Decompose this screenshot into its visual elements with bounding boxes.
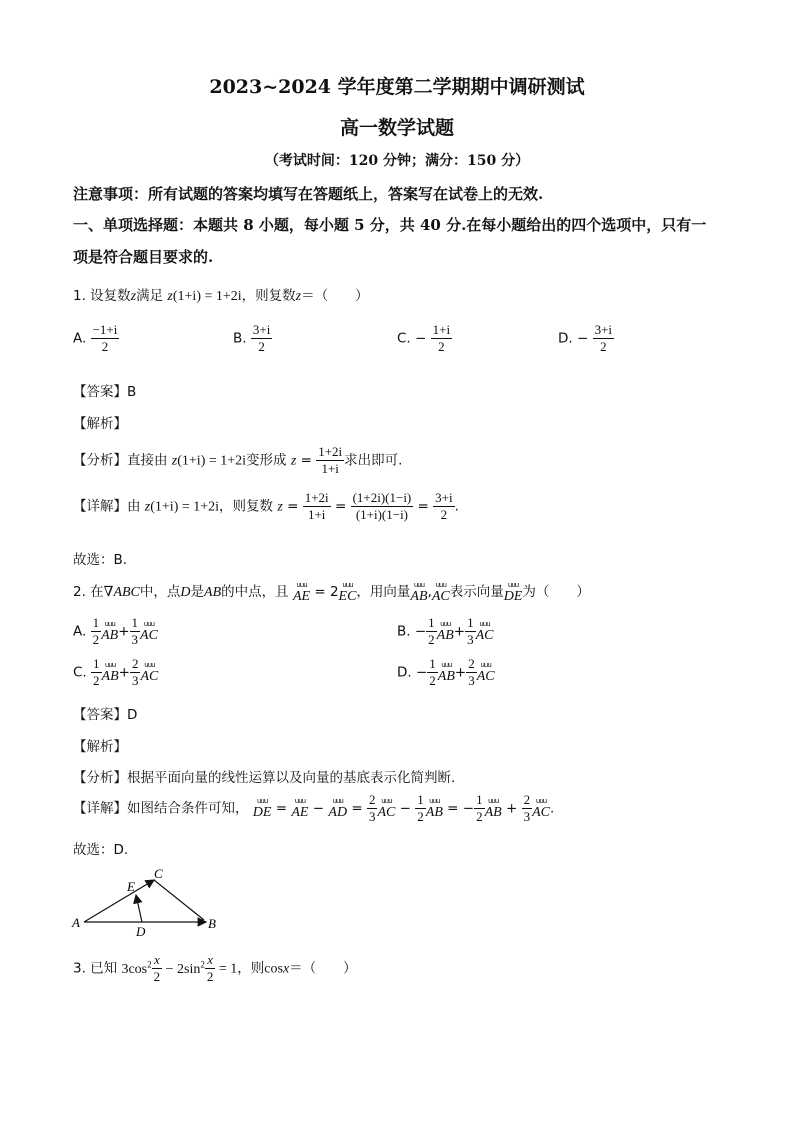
q1-option-b: [233, 322, 272, 355]
question-2-stem: 2. 在∇ABC中，点D是AB的中点，且 uuu AE = 2 uuu EC ，用向量 uuu AB , uuu AC 表示向量 uuu DE 为（ ）: [73, 580, 590, 604]
q1-option-d: [558, 322, 614, 355]
option-sign: −: [415, 330, 427, 347]
question-1-stem: 1. 设复数z满足 z(1+i) = 1+2i，则复数z＝（ ）: [73, 288, 369, 304]
q2-conclusion: 故选：D.: [73, 842, 129, 858]
q1-conclusion: 故选：B.: [73, 552, 128, 568]
exam-subtitle: 高一数学试题: [339, 117, 454, 139]
q1-option-c: [397, 322, 452, 355]
q1-analysis-tag: 【解析】: [73, 416, 127, 432]
section-heading-line1: 一、单项选择题：本题共 8 小题，每小题 5 分，共 40 分.在每小题给出的四个选项中，只有一: [73, 216, 707, 234]
q2-detail: 【详解】如图结合条件可知， uuu DE = uuu AE − uuu AD = $\frac{2}{3}$ uuu AC − $\frac{1}{2}$ uuu AB = − $\frac{1}{2}$ uuu AB + $\frac{2}{3}$ uuu AC .: [73, 792, 555, 824]
q2-option-a: A. $\frac{1}{2}$ uuu AB + $\frac{1}{3}$ uuu AC: [73, 615, 158, 647]
option-label: D.: [558, 330, 573, 347]
exam-info: （考试时间：120 分钟；满分：150 分）: [264, 153, 530, 169]
option-fraction: $\frac{-1+i}{2}$: [92, 322, 118, 354]
point-label-c: C: [154, 866, 163, 881]
option-label: C.: [397, 330, 411, 347]
triangle-figure: [70, 866, 220, 938]
segment-cb-line: [154, 880, 204, 920]
option-fraction: $\frac{3+i}{2}$: [252, 322, 271, 354]
section-heading-line2: 项是符合题目要求的.: [73, 248, 214, 266]
q2-answer: 【答案】D: [73, 707, 138, 723]
q1-answer: 【答案】B: [73, 384, 137, 400]
q1-option-a: [73, 322, 119, 355]
exam-title: 2023~2024 学年度第二学期期中调研测试: [209, 76, 585, 98]
q2-option-b: B. − $\frac{1}{2}$ uuu AB + $\frac{1}{3}$ uuu AC: [397, 615, 494, 647]
q2-fenxi: 【分析】根据平面向量的线性运算以及向量的基底表示化简判断.: [73, 770, 456, 786]
point-label-e: E: [127, 879, 135, 894]
q2-option-d: D. − $\frac{1}{2}$ uuu AB + $\frac{2}{3}$ uuu AC: [397, 656, 495, 688]
vector-de-line: [136, 895, 142, 922]
q1-stem-text: ＝（ ）: [301, 288, 369, 304]
option-fraction: $\frac{1+i}{2}$: [432, 322, 451, 354]
q1-fenxi: 【分析】直接由 z(1+i) = 1+2i变形成 z = $\frac{1+2i}{1+i}$ 求出即可.: [73, 444, 403, 476]
q1-stem-text: 满足: [136, 288, 164, 304]
point-label-d: D: [136, 924, 146, 938]
point-label-b: B: [208, 916, 216, 931]
q1-stem-text: ，则复数: [241, 288, 296, 304]
option-fraction: $\frac{3+i}{2}$: [594, 322, 613, 354]
notice: 注意事项：所有试题的答案均填写在答题纸上，答案写在试卷上的无效.: [73, 185, 544, 203]
option-sign: −: [576, 330, 589, 347]
q2-analysis-tag: 【解析】: [73, 739, 127, 755]
vector-ac-line: [84, 880, 154, 922]
q1-detail: 【详解】由 z(1+i) = 1+2i，则复数 z = $\frac{1+2i}{1+i}$ = $\frac{(1+2i)(1-i)}{(1+i)(1-i)}$ = $\frac{3+i}{2}$ .: [73, 490, 459, 522]
option-label: A.: [73, 330, 87, 347]
q1-stem-text: 1. 设复数: [73, 288, 131, 304]
option-label: B.: [233, 330, 247, 347]
point-label-a: A: [72, 915, 80, 930]
question-3-stem: 3. 已知 $3\cos^2$ $\frac{x}{2}$ − $2\sin^2$ $\frac{x}{2}$ = 1，则cosx＝（ ）: [73, 952, 357, 984]
q2-option-c: C. $\frac{1}{2}$ uuu AB + $\frac{2}{3}$ uuu AC: [73, 656, 159, 688]
